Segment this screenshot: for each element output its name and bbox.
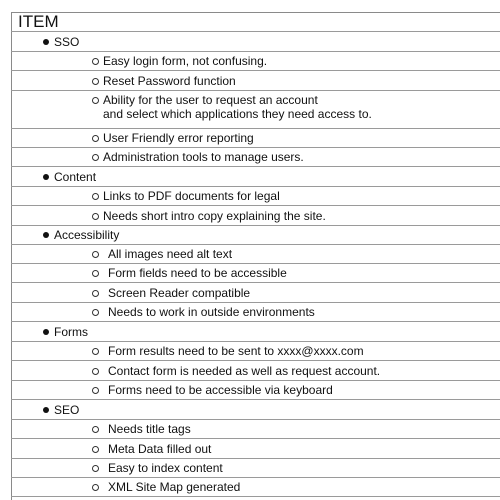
- hollow-bullet-icon: [92, 58, 99, 65]
- list-item: [11, 148, 500, 167]
- list-item: [11, 342, 500, 361]
- bullet-icon: [43, 39, 49, 45]
- list-item: [11, 72, 500, 91]
- item-text: Easy login form, not confusing.: [103, 54, 268, 68]
- item-text-multiline: [103, 93, 372, 121]
- bullet-icon: [43, 329, 49, 335]
- list-item: [11, 440, 500, 459]
- hollow-bullet-icon: [92, 193, 99, 200]
- list-item: [11, 420, 500, 439]
- category-label: Content: [54, 170, 97, 184]
- hollow-bullet-icon: [92, 251, 99, 258]
- item-text: Needs to work in outside environments: [108, 305, 315, 319]
- hollow-bullet-icon: [92, 213, 99, 220]
- hollow-bullet-icon: [92, 387, 99, 394]
- item-text: Meta Data filled out: [108, 442, 212, 456]
- item-text: Administration tools to manage users.: [103, 150, 304, 164]
- item-text: Links to PDF documents for legal: [103, 189, 280, 203]
- hollow-bullet-icon: [92, 154, 99, 161]
- list-item: [11, 478, 500, 497]
- item-text: XML Site Map generated: [108, 480, 241, 494]
- hollow-bullet-icon: [92, 426, 99, 433]
- hollow-bullet-icon: [92, 270, 99, 277]
- list-item: [11, 303, 500, 322]
- item-text: Form results need to be sent to xxxx@xxxx.com: [108, 344, 364, 358]
- list-item: [11, 129, 500, 148]
- category-row-sso: [11, 33, 500, 52]
- bullet-icon: [43, 407, 49, 413]
- item-text: Screen Reader compatible: [108, 286, 251, 300]
- hollow-bullet-icon: [92, 135, 99, 142]
- category-row-accessibility: [11, 226, 500, 245]
- list-item: [11, 245, 500, 264]
- item-text: All images need alt text: [108, 247, 233, 261]
- list-item: [11, 207, 500, 226]
- list-item: [11, 284, 500, 303]
- hollow-bullet-icon: [92, 484, 99, 491]
- column-header-label: ITEM: [18, 12, 59, 31]
- column-header: [11, 12, 500, 32]
- item-text: Needs short intro copy explaining the site.: [103, 209, 326, 223]
- list-item: [11, 264, 500, 283]
- category-row-content: [11, 168, 500, 187]
- hollow-bullet-icon: [92, 368, 99, 375]
- item-text: Contact form is needed as well as request account.: [108, 364, 381, 378]
- bullet-icon: [43, 174, 49, 180]
- category-label: Forms: [54, 325, 88, 339]
- list-item: [11, 381, 500, 400]
- item-text-line-1: Ability for the user to request an account: [103, 93, 318, 107]
- item-text: Form fields need to be accessible: [108, 266, 287, 280]
- item-text: User Friendly error reporting: [103, 131, 254, 145]
- hollow-bullet-icon: [92, 348, 99, 355]
- hollow-bullet-icon: [92, 446, 99, 453]
- item-text: Needs title tags: [108, 422, 191, 436]
- category-row-forms: [11, 323, 500, 342]
- hollow-bullet-icon: [92, 290, 99, 297]
- hollow-bullet-icon: [92, 465, 99, 472]
- item-text: Forms need to be accessible via keyboard: [108, 383, 333, 397]
- item-text-line-2: and select which applications they need access to.: [103, 107, 372, 121]
- hollow-bullet-icon: [92, 309, 99, 316]
- item-text: Reset Password function: [103, 74, 236, 88]
- list-item: [11, 52, 500, 71]
- hollow-bullet-icon: [92, 78, 99, 85]
- category-row-seo: [11, 401, 500, 420]
- category-label: Accessibility: [54, 228, 120, 242]
- category-label: SSO: [54, 35, 80, 49]
- item-text: Easy to index content: [108, 461, 223, 475]
- bullet-icon: [43, 232, 49, 238]
- list-item: [11, 362, 500, 381]
- list-item: [11, 187, 500, 206]
- list-item: [11, 91, 500, 129]
- category-label: SEO: [54, 403, 80, 417]
- list-item: [11, 459, 500, 478]
- hollow-bullet-icon: [92, 97, 99, 104]
